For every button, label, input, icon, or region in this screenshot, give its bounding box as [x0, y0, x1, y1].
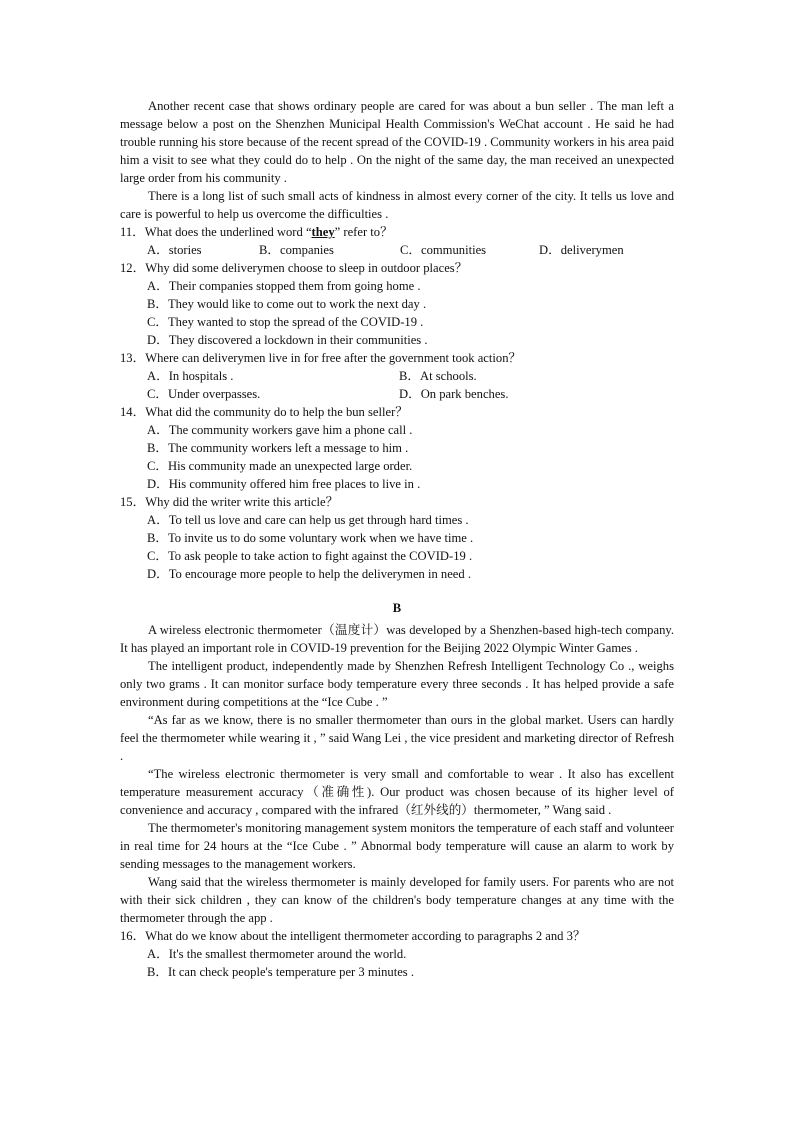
option-d: D．His community offered him free places to live in . [147, 477, 421, 491]
option-d: D．On park benches. [399, 387, 509, 401]
option-c: C．Under overpasses. [147, 387, 261, 401]
option-c: C．To ask people to take action to fight against the COVID-19 . [147, 549, 473, 563]
option-a: A．The community workers gave him a phone call . [147, 423, 413, 437]
question-14-stem: 14．What did the community do to help the bun seller？ [120, 405, 408, 419]
question-11-stem-start: 11．What does the underlined word “ [120, 225, 312, 239]
option-c: C．They wanted to stop the spread of the COVID-19 . [147, 315, 424, 329]
option-d: D．To encourage more people to help the deliverymen in need . [147, 567, 471, 581]
option-b: B．It can check people's temperature per 3 minutes . [147, 965, 414, 979]
page-content [120, 97, 674, 981]
passage-a-paragraph-1: Another recent case that shows ordinary people are cared for was about a bun seller . The man left a message below a post on the Shenzhen Municipal Health Commission's WeChat account . He said he had trouble running his store because of the recent spread of the COVID-19 . Community workers in his area paid him a visit to see what they could do to help . On the night of the same day, the man received an unexpected large order from his community . [120, 99, 674, 185]
underlined-word: they [311, 225, 335, 239]
passage-b-paragraph-2: The intelligent product, independently made by Shenzhen Refresh Intelligent Technology Co ., weighs only two grams . It can monitor surface body temperature every three seconds . It has helped provide a safe environment during competitions at the “Ice Cube . ” [120, 659, 674, 709]
passage-b-paragraph-4: “The wireless electronic thermometer is very small and comfortable to wear . It also has excellent temperature measurement accuracy（准确性). Our product was chosen because of its higher level of convenience and accuracy , compared with the infrared（红外线的）thermometer, ” Wang said . [120, 767, 674, 817]
question-16-stem: 16．What do we know about the intelligent thermometer according to paragraphs 2 and 3？ [120, 929, 586, 943]
passage-b-paragraph-1: A wireless electronic thermometer（温度计）was developed by a Shenzhen-based high-tech company. It has played an important role in COVID-19 prevention for the Beijing 2022 Olympic Winter Games . [120, 623, 674, 655]
question-11-options [147, 241, 674, 259]
option-a: A．To tell us love and care can help us get through hard times . [147, 513, 469, 527]
option-a: A．In hospitals . [147, 369, 234, 383]
option-a: A．stories [147, 243, 202, 257]
passage-b-paragraph-6: Wang said that the wireless thermometer is mainly developed for family users. For parents who are not with their sick children , they can know of the children's body temperature changes at any time with the thermometer through the app . [120, 875, 674, 925]
question-13-options-row-2 [147, 385, 674, 403]
option-c: C．His community made an unexpected large order. [147, 459, 413, 473]
question-13-options-row-1 [147, 367, 674, 385]
passage-a-paragraph-2: There is a long list of such small acts of kindness in almost every corner of the city. It tells us love and care is powerful to help us overcome the difficulties . [120, 189, 674, 221]
question-13-stem: 13．Where can deliverymen live in for free after the government took action？ [120, 351, 522, 365]
option-c: C．communities [400, 243, 487, 257]
question-11-stem [120, 223, 674, 241]
question-11-stem-end: ” refer to？ [334, 225, 393, 239]
section-heading: B [392, 601, 402, 615]
option-d: D．They discovered a lockdown in their communities . [147, 333, 428, 347]
option-b: B．To invite us to do some voluntary work when we have time . [147, 531, 474, 545]
option-a: A．Their companies stopped them from going home . [147, 279, 421, 293]
option-b: B．They would like to come out to work the next day . [147, 297, 427, 311]
option-d: D．deliverymen [539, 243, 624, 257]
question-15-stem: 15．Why did the writer write this article？ [120, 495, 339, 509]
option-b: B．The community workers left a message to him . [147, 441, 409, 455]
option-b: B．At schools. [399, 369, 477, 383]
question-12-stem: 12．Why did some deliverymen choose to sleep in outdoor places？ [120, 261, 468, 275]
option-a: A．It's the smallest thermometer around the world. [147, 947, 407, 961]
option-b: B．companies [259, 243, 334, 257]
passage-b-paragraph-5: The thermometer's monitoring management system monitors the temperature of each staff and volunteer in real time for 24 hours at the “Ice Cube . ” Abnormal body temperature will cause an alarm to work by sending messages to the management workers. [120, 821, 674, 871]
passage-b-paragraph-3: “As far as we know, there is no smaller thermometer than ours in the global market. Users can hardly feel the thermometer while wearing it , ” said Wang Lei , the vice president and marketing director of Refresh . [120, 713, 674, 763]
